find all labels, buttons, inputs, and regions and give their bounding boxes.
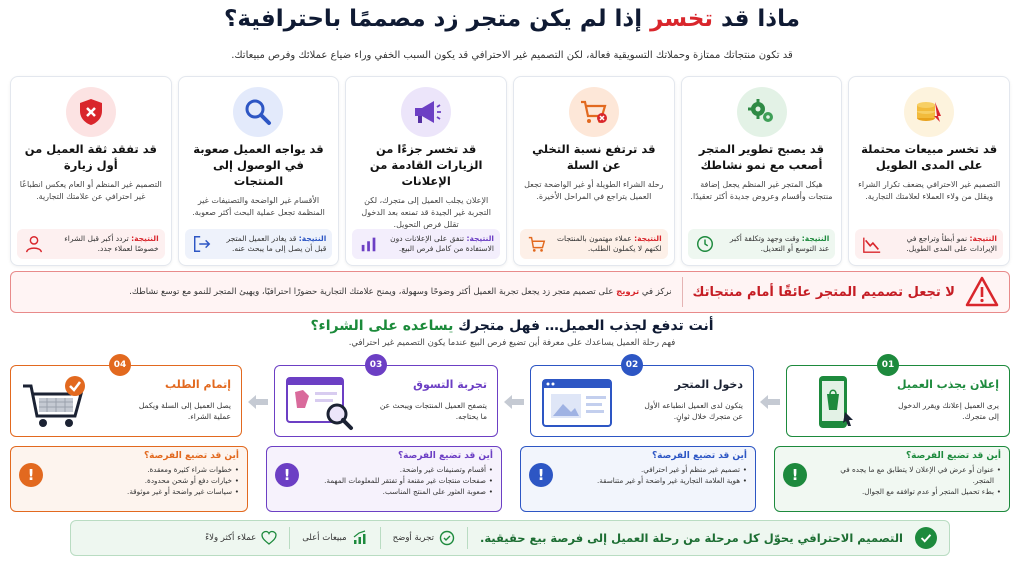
result-text: وقت وجهد وتكلفة أكبر عند التوسع أو التعديل. (729, 234, 830, 253)
warning-triangle-icon (965, 275, 999, 309)
step-desc: يرى العميل إعلانك ويقرر الدخول إلى متجرك. (898, 401, 999, 421)
cart-x-icon (569, 87, 619, 137)
growth-chart-icon (352, 530, 368, 546)
card-title: قد تخسر جزءًا من الزيارات القادمة من الإعلانات (369, 142, 483, 188)
result-text: تردد أكبر قبل الشراء خصوصًا لعملاء جدد. (64, 234, 159, 253)
cart-check-icon (19, 372, 95, 432)
step-title: إعلان يجذب العميل (897, 378, 999, 391)
result-text: قد يغادر العميل المتجر قبل أن يصل إلى ما يبحث عنه. (226, 234, 327, 253)
card-title: قد تخسر مبيعات محتملة على المدى الطويل (861, 142, 998, 172)
gears-icon (737, 87, 787, 137)
card-title: قد ترتفع نسبة التخلي عن السلة (532, 142, 656, 172)
card-desc: هيكل المتجر غير المنظم يجعل إضافة منتجات وأقسام وعروض جديدة أكثر تعقيدًا. (690, 180, 833, 201)
step-number: 01 (877, 354, 899, 376)
card-result (520, 229, 668, 259)
exclamation-icon: ! (783, 463, 807, 487)
step-checkout (10, 360, 242, 437)
opportunity-loss-row (10, 446, 1010, 512)
result-label: النتيجة: (634, 234, 662, 243)
step-enter-store (530, 360, 754, 437)
exclamation-icon: ! (275, 463, 299, 487)
risk-box-shopping (266, 446, 502, 512)
benefit-loyal-customers: عملاء أكثر ولاءً (205, 530, 277, 546)
warning-banner (10, 271, 1010, 313)
journey-title: أنت تدفع لجذب العميل… فهل متجرك يساعده على الشراء؟ (310, 318, 714, 334)
heart-icon (261, 530, 277, 546)
list-item: • تصميم غير منظم أو غير احترافي. (563, 464, 747, 475)
risk-title: أين قد تضيع الفرصة؟ (905, 451, 1001, 461)
result-text: نمو أبطأ وتراجع في الإيرادات على المدى الطويل. (906, 234, 997, 253)
title-accent: تخسر (650, 6, 714, 32)
exclamation-icon: ! (19, 463, 43, 487)
card-title: قد تفقد ثقة العميل من أول زيارة (24, 142, 157, 172)
footer-message: التصميم الاحترافي يحوّل كل مرحلة من رحلة العميل إلى فرصة بيع حقيقية. (479, 531, 903, 545)
card-product-discovery (178, 76, 340, 266)
risk-title: أين قد تضيع الفرصة؟ (651, 451, 747, 461)
step-shopping (274, 360, 498, 437)
list-item: • هوية العلامة التجارية غير واضحة أو غير متناسقة. (563, 475, 747, 486)
card-store-development (681, 76, 843, 266)
journey-subtitle: فهم رحلة العميل يساعدك على معرفة أين تضيع فرص البيع عندما يكون التصميم غير احترافي. (348, 338, 676, 348)
card-long-term-sales (848, 76, 1010, 266)
arrow-left-icon (248, 395, 268, 409)
warning-text: نركز في ترويج على تصميم متجر زد يجعل تجربة العميل أكثر وضوحًا وسهولة، ويمنح علامتك التجارية حضورًا احترافيًا، ويهيئ المتجر للنمو مع توسع نشاطك. (129, 286, 672, 297)
divider (467, 527, 468, 549)
card-title: قد يصبح تطوير المتجر أصعب مع نمو نشاطك (698, 142, 825, 172)
check-icon (439, 530, 455, 546)
user-icon (23, 233, 45, 255)
clock-icon (694, 233, 716, 255)
risk-box-store (520, 446, 756, 512)
card-desc: الأقسام غير الواضحة والتصنيفات غير المنظمة تجعل عملية البحث أكثر صعوبة. (192, 196, 325, 217)
phone-ad-icon (795, 372, 871, 432)
card-desc: الإعلان يجلب العميل إلى متجرك، لكن التجربة غير الجيدة قد تمنعه بعد الدخول تقلل فرص التحويل. (361, 196, 491, 229)
arrow-left-icon (760, 395, 780, 409)
exit-icon (191, 233, 213, 255)
card-result (688, 229, 836, 259)
result-label: النتيجة: (466, 234, 494, 243)
arrow-left-icon (504, 395, 524, 409)
step-number: 04 (109, 354, 131, 376)
shield-x-icon (66, 87, 116, 137)
page-title (0, 6, 1024, 32)
result-label: النتيجة: (298, 234, 327, 243)
result-label: النتيجة: (801, 234, 830, 243)
list-item: • سياسات غير واضحة أو غير موثوقة. (53, 486, 239, 497)
card-title: قد يواجه العميل صعوبة في الوصول إلى المنتجات (193, 142, 324, 188)
step-ad (786, 360, 1010, 437)
card-desc: رحلة الشراء الطويلة أو غير الواضحة تجعل العميل يتراجع في المراحل الأخيرة. (524, 180, 664, 201)
result-text: تنفق على الإعلانات دون الاستفادة من كامل فرص البيع. (390, 234, 494, 253)
page-subtitle: قد تكون منتجاتك ممتازة وحملاتك التسويقية فعالة، لكن التصميم غير الاحترافي قد يكون السبب الخفي وراء ضياع عملائك وفرص مبيعاتك. (231, 50, 793, 61)
card-result (185, 229, 333, 259)
card-ad-traffic (345, 76, 507, 266)
list-item: • أقسام وتصنيفات غير واضحة. (309, 464, 493, 475)
risk-box-checkout (10, 446, 248, 512)
trend-down-icon (861, 233, 883, 255)
card-result (352, 229, 500, 259)
step-number: 02 (621, 354, 643, 376)
card-desc: التصميم غير الاحترافي يضعف تكرار الشراء ويقلل من ولاء العملاء لعلامتك التجارية. (858, 180, 1001, 201)
list-item: • خطوات شراء كثيرة ومعقدة. (53, 464, 239, 475)
card-customer-trust (10, 76, 172, 266)
coins-down-icon (904, 87, 954, 137)
warning-headline: لا تجعل تصميم المتجر عائقًا أمام منتجاتك (692, 284, 955, 300)
risk-title: أين قد تضيع الفرصة؟ (143, 451, 239, 461)
list-item: • عنوان أو عرض في الإعلان لا يتطابق مع ما يجده في المتجر. (817, 464, 1001, 486)
step-title: إتمام الطلب (164, 378, 231, 391)
result-label: النتيجة: (969, 234, 997, 243)
product-browse-icon (283, 372, 359, 432)
card-result (855, 229, 1003, 259)
step-desc: يتكون لدى العميل انطباعه الأول عن متجرك خلال ثوانٍ. (644, 401, 743, 421)
result-label: النتيجة: (131, 234, 159, 243)
result-text: عملاء مهتمون بالمنتجات لكنهم لا يكملون الطلب. (556, 234, 662, 253)
risk-list (309, 464, 493, 497)
journey-title-accent: يساعده على الشراء؟ (310, 318, 454, 334)
benefit-clearer-experience: تجربة أوضح (393, 530, 455, 546)
step-title: تجربة التسوق (413, 378, 487, 391)
browser-window-icon (539, 372, 615, 432)
risk-list (817, 464, 1001, 497)
divider (682, 277, 683, 307)
risk-list (53, 464, 239, 497)
risk-box-ad (774, 446, 1010, 512)
step-desc: يصل العميل إلى السلة ويكمل عملية الشراء. (138, 401, 231, 421)
title-prefix: ماذا قد (713, 6, 800, 32)
list-item: • صفحات منتجات غير مقنعة أو تفتقر للمعلومات المهمة. (309, 475, 493, 486)
footer-banner (70, 520, 950, 556)
benefit-higher-sales: مبيعات أعلى (302, 530, 367, 546)
journey-steps (10, 360, 1010, 437)
step-title: دخول المتجر (674, 378, 743, 391)
magnifier-icon (233, 87, 283, 137)
divider (289, 527, 290, 549)
check-circle-icon (915, 527, 937, 549)
exclamation-icon: ! (529, 463, 553, 487)
list-item: • بطء تحميل المتجر أو عدم توافقه مع الجوال. (817, 486, 1001, 497)
cart-icon (526, 233, 548, 255)
step-number: 03 (365, 354, 387, 376)
divider (380, 527, 381, 549)
chart-bars-icon (358, 233, 380, 255)
card-cart-abandonment (513, 76, 675, 266)
risk-title: أين قد تضيع الفرصة؟ (397, 451, 493, 461)
card-desc: التصميم غير المنظم أو العام يعكس انطباعًا غير احترافي عن علامتك التجارية. (19, 180, 162, 201)
card-result (17, 229, 165, 259)
brand-highlight: ترويج (616, 286, 640, 297)
list-item: • صعوبة العثور على المنتج المناسب. (309, 486, 493, 497)
megaphone-icon (401, 87, 451, 137)
title-suffix: إذا لم يكن متجر زد مصممًا باحترافية؟ (224, 6, 651, 32)
loss-cards (10, 76, 1010, 266)
list-item: • خيارات دفع أو شحن محدودة. (53, 475, 239, 486)
step-desc: يتصفح العميل المنتجات ويبحث عن ما يحتاجه. (379, 401, 487, 421)
risk-list (563, 464, 747, 486)
